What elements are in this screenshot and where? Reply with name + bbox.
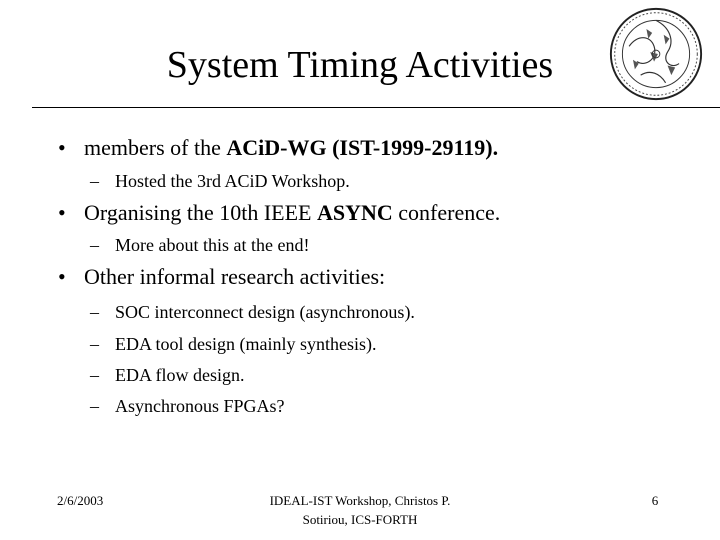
sub-bullet-text: EDA tool design (mainly synthesis). <box>115 334 377 354</box>
footer-presenter <box>220 491 500 529</box>
bullet-text-part-bold: ACiD-WG (IST-1999-29119). <box>226 135 499 160</box>
sub-bullet-marker: – <box>90 334 99 354</box>
bullet-marker: • <box>58 200 66 225</box>
slide-title: System Timing Activities <box>166 44 554 86</box>
footer-page-number: 6 <box>651 493 659 508</box>
bullet-text-part-bold: ASYNC <box>317 200 393 225</box>
sub-bullet-marker: – <box>90 396 99 416</box>
sub-bullet-text: Hosted the 3rd ACiD Workshop. <box>115 171 350 191</box>
sub-bullet-marker: – <box>90 365 99 385</box>
bullet-marker: • <box>58 135 66 160</box>
bullet-text-part: Organising the 10th IEEE <box>84 200 317 225</box>
footer-date: 2/6/2003 <box>57 493 104 508</box>
sub-bullet-marker: – <box>90 171 99 191</box>
bullet-text-part: conference. <box>392 200 501 225</box>
footer-presenter-line1: IDEAL-IST Workshop, Christos P. <box>269 493 451 508</box>
ics-forth-seal-logo <box>608 6 704 102</box>
bullet-text-part: members of the <box>84 135 227 160</box>
sub-bullet-marker: – <box>90 302 99 322</box>
bullet-3-text: Other informal research activities: <box>84 264 386 289</box>
bullet-marker: • <box>58 264 66 289</box>
sub-bullet-text: EDA flow design. <box>115 365 245 385</box>
sub-bullet-marker: – <box>90 235 99 255</box>
footer-presenter-line2: Sotiriou, ICS-FORTH <box>302 512 418 527</box>
sub-bullet-text: Asynchronous FPGAs? <box>115 396 285 416</box>
bullet-1-text <box>84 135 498 161</box>
title-divider <box>32 107 720 108</box>
bullet-2-text <box>84 200 500 226</box>
sub-bullet-text: More about this at the end! <box>115 235 310 255</box>
sub-bullet-text: SOC interconnect design (asynchronous). <box>115 302 415 322</box>
